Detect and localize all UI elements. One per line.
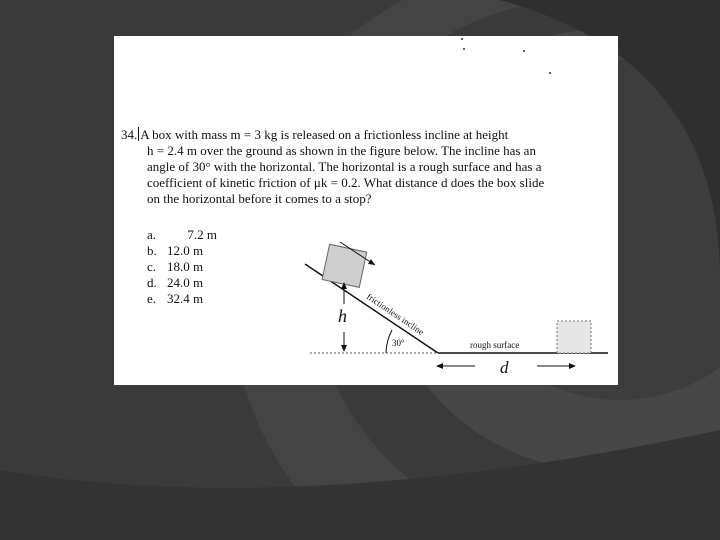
height-label: h [338,306,347,326]
choice-value: 7.2 m [187,227,217,242]
choice-c [147,259,217,275]
stray-marks [114,36,618,96]
choice-value: 12.0 m [167,243,204,258]
answer-choices [147,227,217,307]
incline-figure [300,230,610,380]
angle-label: 30° [392,338,405,348]
choice-letter: c. [147,259,157,274]
surface-label: rough surface [470,340,520,350]
choice-d [147,275,217,291]
distance-arrow-left-head [436,363,443,369]
incline-label: frictionless incline [364,291,426,337]
distance-label: d [500,358,509,377]
problem-line-3: angle of 30° with the horizontal. The horizontal is a rough surface and has a [147,159,542,174]
box-on-incline [322,244,367,287]
choice-letter: a. [147,227,157,242]
problem-line-4: coefficient of kinetic friction of μk = 0.2. What distance d does the box slide [147,175,545,190]
distance-arrow-right-head [569,363,576,369]
question-number: 34. [121,127,138,142]
choice-letter: b. [147,243,157,258]
problem-line-1 [121,127,611,143]
box-final-position [557,321,591,353]
choice-value: 32.4 m [167,291,204,306]
choice-value: 24.0 m [167,275,204,290]
problem-line-1-text: A box with mass m = 3 kg is released on a frictionless incline at height [140,127,509,142]
choice-value: 18.0 m [167,259,204,274]
problem-text [121,127,611,207]
slide-arrow-head [368,259,375,265]
height-arrow-down-head [341,345,347,352]
choice-e [147,291,217,307]
choice-letter: e. [147,291,157,306]
choice-b [147,243,217,259]
problem-line-5: on the horizontal before it comes to a stop? [147,191,372,206]
problem-line-2: h = 2.4 m over the ground as shown in the figure below. The incline has an [147,143,536,158]
choice-a [147,227,217,243]
choice-letter: d. [147,275,157,290]
